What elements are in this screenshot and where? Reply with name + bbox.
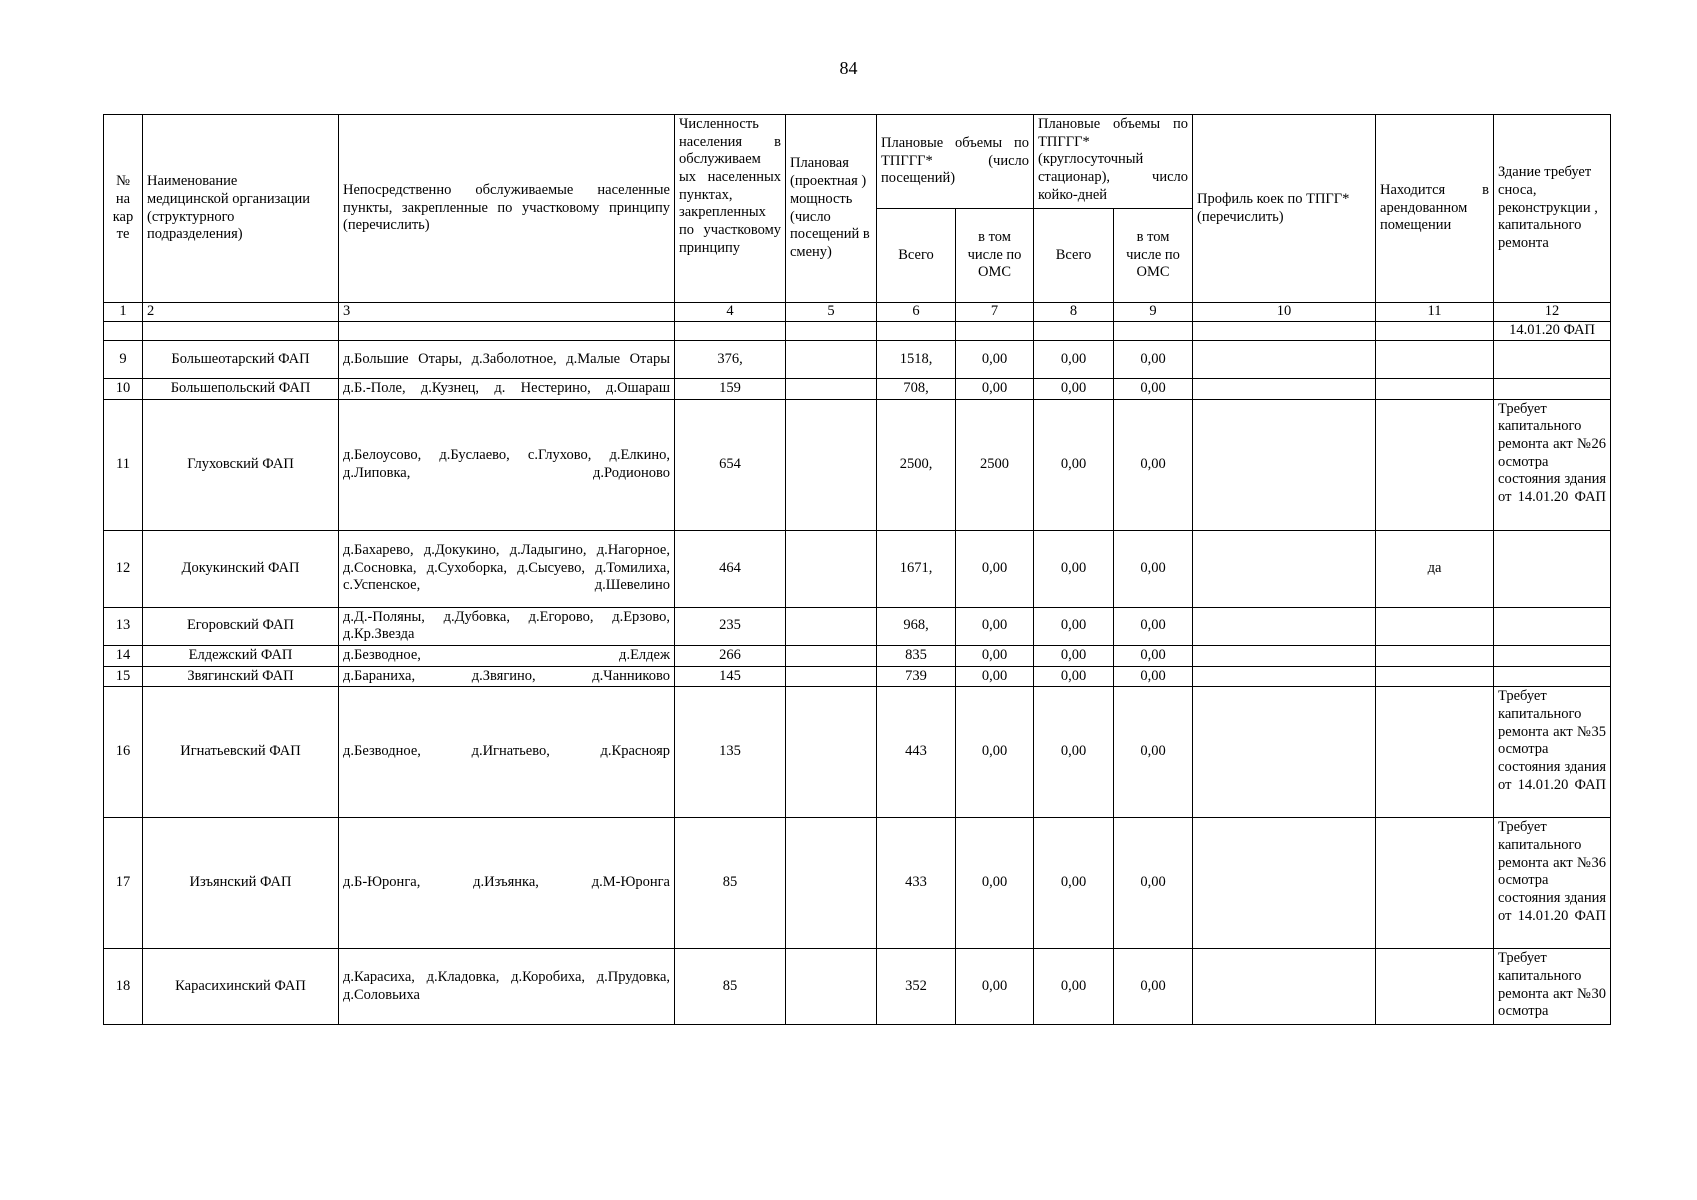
population: 85 xyxy=(675,818,786,949)
column-number: 7 xyxy=(956,303,1034,322)
row-number: 18 xyxy=(104,949,143,1025)
building-status xyxy=(1494,378,1611,399)
building-status: Требует капитального ремонта акт №26 осмотра состояния здания от 14.01.20 ФАП xyxy=(1494,399,1611,530)
settlements: д.Б-Юронга, д.Изъянка, д.М-Юронга xyxy=(339,818,675,949)
beds-total: 0,00 xyxy=(1034,340,1114,378)
visits-oms: 0,00 xyxy=(956,949,1034,1025)
rented-premises xyxy=(1376,645,1494,666)
bed-profile xyxy=(1193,399,1376,530)
visits-oms: 0,00 xyxy=(956,607,1034,645)
column-number: 11 xyxy=(1376,303,1494,322)
column-number: 5 xyxy=(786,303,877,322)
settlements: д.Д.-Поляны, д.Дубовка, д.Егорово, д.Ерзово, д.Кр.Звезда xyxy=(339,607,675,645)
population: 464 xyxy=(675,530,786,607)
header-col-12: Здание требует сноса, реконструкции , капитального ремонта xyxy=(1494,115,1611,303)
bed-profile xyxy=(1193,687,1376,818)
bed-profile xyxy=(1193,645,1376,666)
table-row xyxy=(104,818,1611,949)
facility-name: Егоровский ФАП xyxy=(143,607,339,645)
rented-premises: да xyxy=(1376,530,1494,607)
column-number: 2 xyxy=(143,303,339,322)
header-col-6-7: Плановые объемы по ТПГГГ* (число посещений) xyxy=(877,115,1034,209)
capacity xyxy=(786,607,877,645)
visits-oms: 0,00 xyxy=(956,818,1034,949)
beds-oms: 0,00 xyxy=(1114,340,1193,378)
population: 159 xyxy=(675,378,786,399)
beds-total: 0,00 xyxy=(1034,818,1114,949)
capacity xyxy=(786,340,877,378)
visits-total: 968, xyxy=(877,607,956,645)
bed-profile xyxy=(1193,378,1376,399)
header-col-2: Наименование медицинской организации (структурного подразделения) xyxy=(143,115,339,303)
facility-name: Глуховский ФАП xyxy=(143,399,339,530)
facility-name: Карасихинский ФАП xyxy=(143,949,339,1025)
capacity xyxy=(786,530,877,607)
beds-total: 0,00 xyxy=(1034,687,1114,818)
row-number: 17 xyxy=(104,818,143,949)
beds-oms: 0,00 xyxy=(1114,818,1193,949)
bed-profile xyxy=(1193,607,1376,645)
capacity xyxy=(786,818,877,949)
beds-oms: 0,00 xyxy=(1114,645,1193,666)
visits-total: 352 xyxy=(877,949,956,1025)
beds-total: 0,00 xyxy=(1034,399,1114,530)
visits-oms: 0,00 xyxy=(956,687,1034,818)
visits-total: 2500, xyxy=(877,399,956,530)
column-number: 8 xyxy=(1034,303,1114,322)
rented-premises xyxy=(1376,666,1494,687)
capacity xyxy=(786,645,877,666)
facility-name: Звягинский ФАП xyxy=(143,666,339,687)
settlements: д.Большие Отары, д.Заболотное, д.Малые Отары xyxy=(339,340,675,378)
visits-oms: 0,00 xyxy=(956,645,1034,666)
row-number: 9 xyxy=(104,340,143,378)
row-number: 16 xyxy=(104,687,143,818)
population: 376, xyxy=(675,340,786,378)
header-col-3: Непосредственно обслуживаемые населенные пункты, закрепленные по участковому принципу (перечислить) xyxy=(339,115,675,303)
header-col-5: Плановая (проектная ) мощность (число посещений в смену) xyxy=(786,115,877,303)
visits-total: 739 xyxy=(877,666,956,687)
facility-name: Елдежский ФАП xyxy=(143,645,339,666)
column-number: 1 xyxy=(104,303,143,322)
row-number: 12 xyxy=(104,530,143,607)
visits-total: 433 xyxy=(877,818,956,949)
settlements: д.Карасиха, д.Кладовка, д.Коробиха, д.Прудовка, д.Соловьиха xyxy=(339,949,675,1025)
facility-name: Докукинский ФАП xyxy=(143,530,339,607)
beds-oms: 0,00 xyxy=(1114,530,1193,607)
table-row xyxy=(104,666,1611,687)
table-row xyxy=(104,530,1611,607)
population: 654 xyxy=(675,399,786,530)
table-row xyxy=(104,340,1611,378)
rented-premises xyxy=(1376,687,1494,818)
beds-total: 0,00 xyxy=(1034,530,1114,607)
rented-premises xyxy=(1376,818,1494,949)
table-row xyxy=(104,687,1611,818)
population: 235 xyxy=(675,607,786,645)
column-number: 10 xyxy=(1193,303,1376,322)
header-beds-oms: в том числе по ОМС xyxy=(1114,209,1193,303)
rented-premises xyxy=(1376,399,1494,530)
beds-total: 0,00 xyxy=(1034,607,1114,645)
visits-oms: 0,00 xyxy=(956,530,1034,607)
bed-profile xyxy=(1193,818,1376,949)
row-number: 10 xyxy=(104,378,143,399)
beds-oms: 0,00 xyxy=(1114,607,1193,645)
building-status xyxy=(1494,607,1611,645)
header-col-4: Численность населения в обслуживаем ых населенных пунктах, закрепленных по участковому принципу xyxy=(675,115,786,303)
capacity xyxy=(786,949,877,1025)
capacity xyxy=(786,687,877,818)
rented-premises xyxy=(1376,378,1494,399)
table-row xyxy=(104,378,1611,399)
header-col-11: Находится в арендованном помещении xyxy=(1376,115,1494,303)
column-number: 9 xyxy=(1114,303,1193,322)
settlements: д.Б.-Поле, д.Кузнец, д. Нестерино, д.Ошараш xyxy=(339,378,675,399)
visits-total: 708, xyxy=(877,378,956,399)
column-number: 3 xyxy=(339,303,675,322)
continuation-row xyxy=(104,321,1611,340)
visits-oms: 2500 xyxy=(956,399,1034,530)
bed-profile xyxy=(1193,949,1376,1025)
beds-oms: 0,00 xyxy=(1114,687,1193,818)
beds-oms: 0,00 xyxy=(1114,399,1193,530)
page-number: 84 xyxy=(839,58,858,78)
settlements: д.Безводное, д.Елдеж xyxy=(339,645,675,666)
visits-oms: 0,00 xyxy=(956,340,1034,378)
row-number: 13 xyxy=(104,607,143,645)
row-number: 15 xyxy=(104,666,143,687)
building-status: Требует капитального ремонта акт №30 осмотра xyxy=(1494,949,1611,1025)
facilities-table xyxy=(103,114,1611,1025)
settlements: д.Бахарево, д.Докукино, д.Ладыгино, д.Нагорное, д.Сосновка, д.Сухоборка, д.Сысуево, д.Томилиха, с.Успенское, д.Шевелино xyxy=(339,530,675,607)
facility-name: Изъянский ФАП xyxy=(143,818,339,949)
building-status xyxy=(1494,645,1611,666)
visits-oms: 0,00 xyxy=(956,378,1034,399)
header-visits-total: Всего xyxy=(877,209,956,303)
visits-oms: 0,00 xyxy=(956,666,1034,687)
column-number: 4 xyxy=(675,303,786,322)
building-status: Требует капитального ремонта акт №35 осмотра состояния здания от 14.01.20 ФАП xyxy=(1494,687,1611,818)
continuation-note: 14.01.20 ФАП xyxy=(1494,321,1611,340)
capacity xyxy=(786,399,877,530)
column-number: 12 xyxy=(1494,303,1611,322)
header-beds-total: Всего xyxy=(1034,209,1114,303)
visits-total: 1671, xyxy=(877,530,956,607)
column-number: 6 xyxy=(877,303,956,322)
bed-profile xyxy=(1193,666,1376,687)
beds-total: 0,00 xyxy=(1034,666,1114,687)
header-visits-oms: в том числе по ОМС xyxy=(956,209,1034,303)
row-number: 14 xyxy=(104,645,143,666)
building-status xyxy=(1494,666,1611,687)
table-body xyxy=(104,321,1611,1024)
building-status xyxy=(1494,340,1611,378)
header-col-10: Профиль коек по ТПГГ* (перечислить) xyxy=(1193,115,1376,303)
table-row xyxy=(104,399,1611,530)
population: 85 xyxy=(675,949,786,1025)
facility-name: Большепольский ФАП xyxy=(143,378,339,399)
beds-oms: 0,00 xyxy=(1114,666,1193,687)
header-col-8-9: Плановые объемы по ТПГГГ* (круглосуточный стационар), число койко-дней xyxy=(1034,115,1193,209)
building-status xyxy=(1494,530,1611,607)
visits-total: 443 xyxy=(877,687,956,818)
bed-profile xyxy=(1193,340,1376,378)
population: 135 xyxy=(675,687,786,818)
visits-total: 835 xyxy=(877,645,956,666)
table-row xyxy=(104,949,1611,1025)
row-number: 11 xyxy=(104,399,143,530)
header-col-1: № на кар те xyxy=(104,115,143,303)
beds-oms: 0,00 xyxy=(1114,378,1193,399)
table-row xyxy=(104,607,1611,645)
population: 145 xyxy=(675,666,786,687)
table-row xyxy=(104,645,1611,666)
rented-premises xyxy=(1376,607,1494,645)
facility-name: Игнатьевский ФАП xyxy=(143,687,339,818)
rented-premises xyxy=(1376,340,1494,378)
beds-oms: 0,00 xyxy=(1114,949,1193,1025)
visits-total: 1518, xyxy=(877,340,956,378)
settlements: д.Безводное, д.Игнатьево, д.Краснояр xyxy=(339,687,675,818)
beds-total: 0,00 xyxy=(1034,949,1114,1025)
population: 266 xyxy=(675,645,786,666)
bed-profile xyxy=(1193,530,1376,607)
column-numbers-row xyxy=(104,303,1611,322)
table-header xyxy=(104,115,1611,322)
settlements: д.Бараниха, д.Звягино, д.Чанниково xyxy=(339,666,675,687)
beds-total: 0,00 xyxy=(1034,645,1114,666)
rented-premises xyxy=(1376,949,1494,1025)
capacity xyxy=(786,666,877,687)
beds-total: 0,00 xyxy=(1034,378,1114,399)
building-status: Требует капитального ремонта акт №36 осмотра состояния здания от 14.01.20 ФАП xyxy=(1494,818,1611,949)
settlements: д.Белоусово, д.Буслаево, с.Глухово, д.Елкино, д.Липовка, д.Родионово xyxy=(339,399,675,530)
facility-name: Большеотарский ФАП xyxy=(143,340,339,378)
capacity xyxy=(786,378,877,399)
